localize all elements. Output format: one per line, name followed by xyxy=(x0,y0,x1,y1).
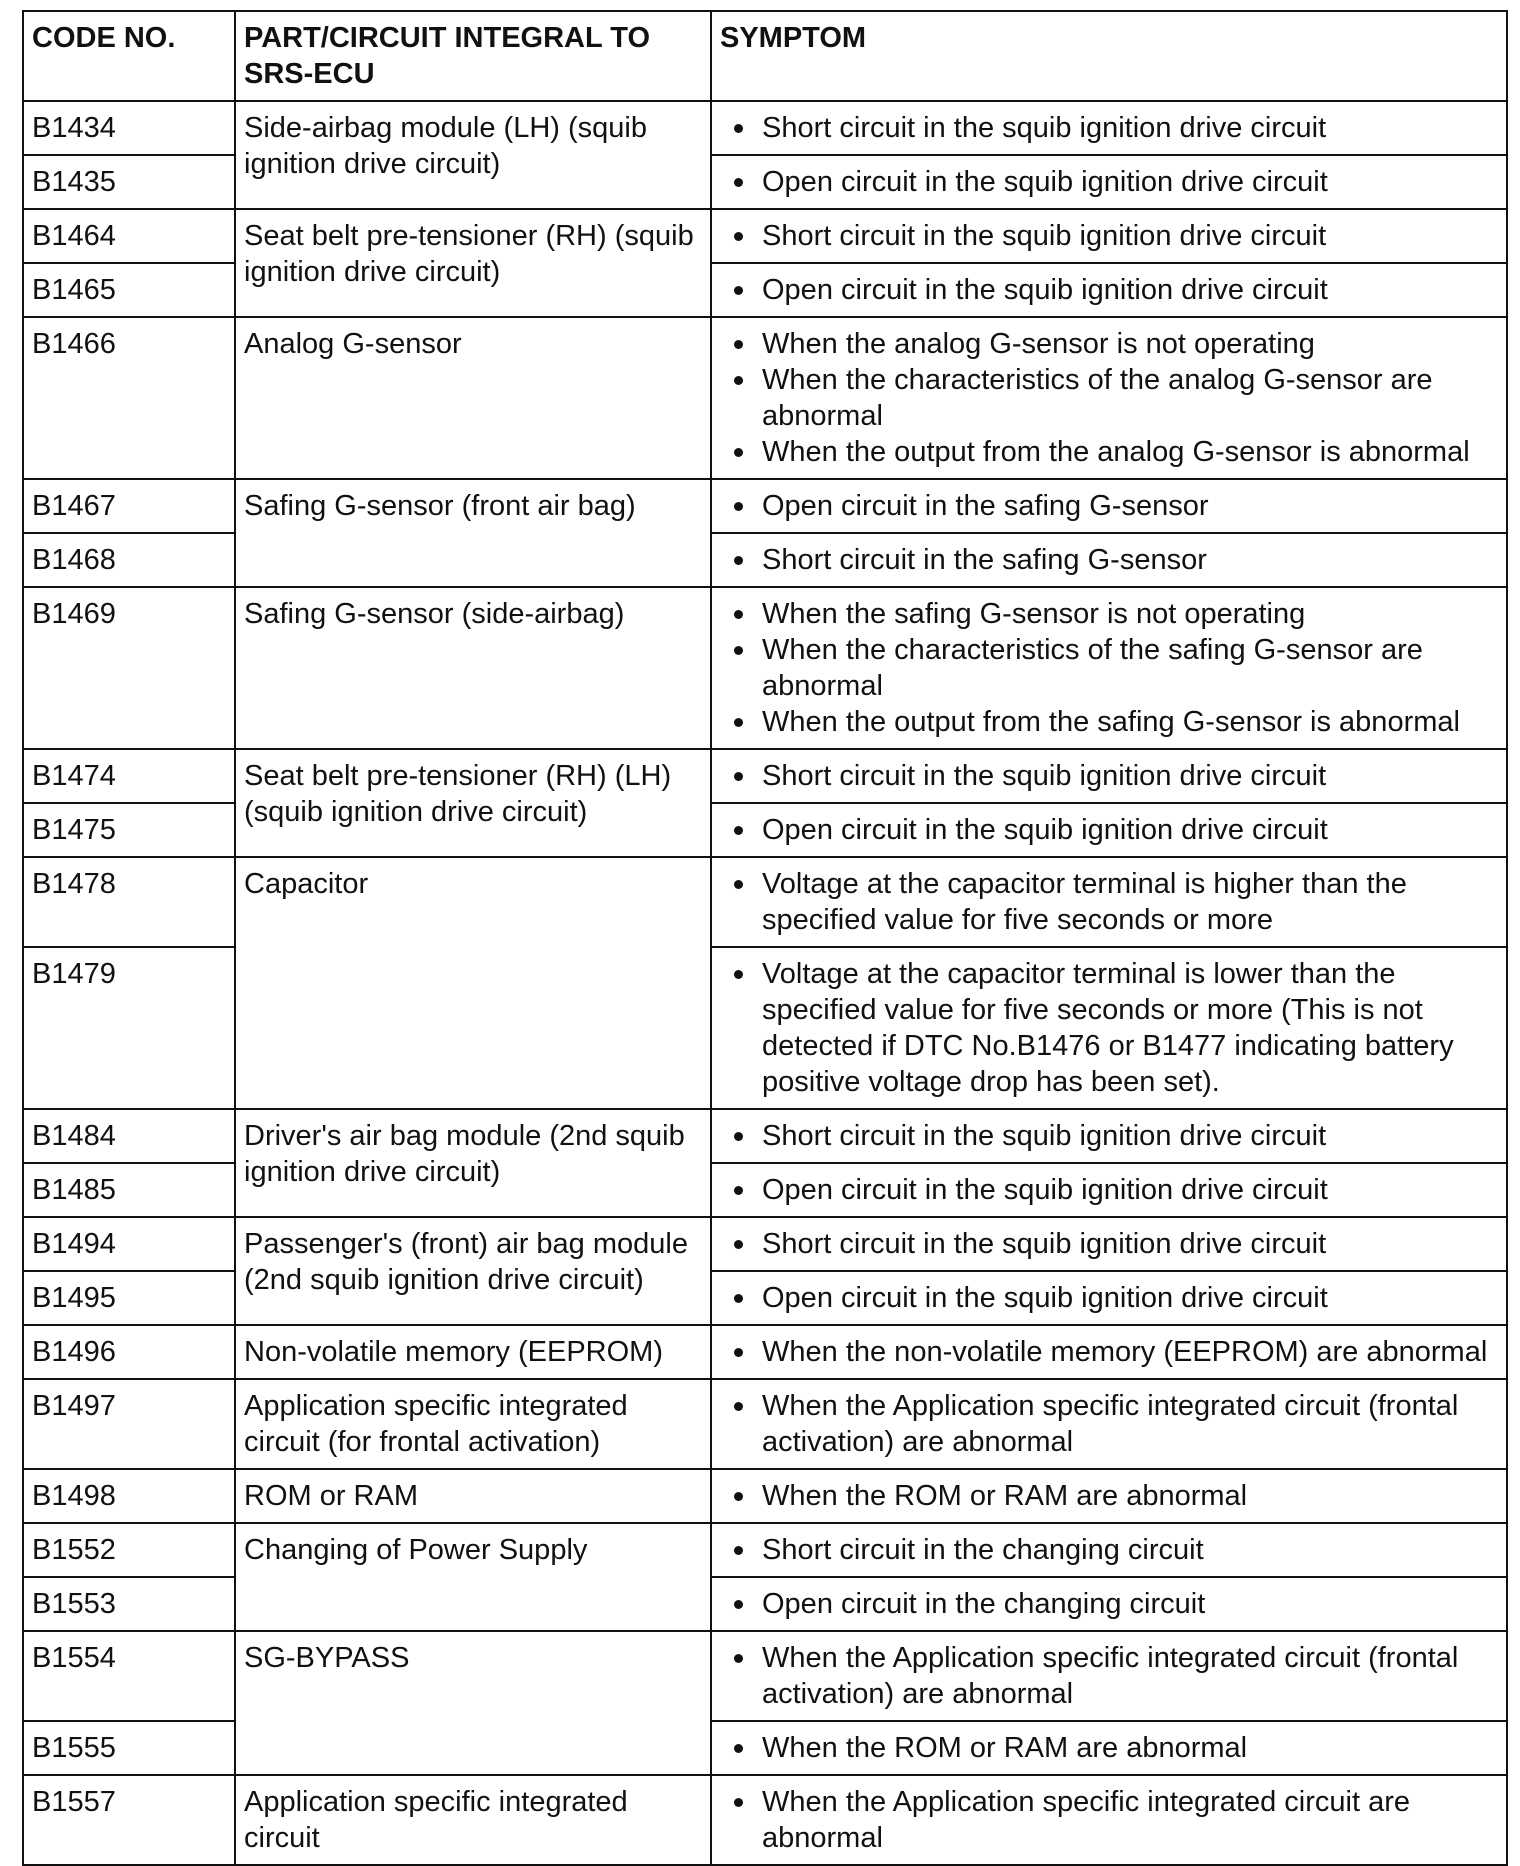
table-row xyxy=(23,1523,1507,1577)
symptom-item: Short circuit in the squib ignition drive circuit xyxy=(762,758,1498,794)
symptom-list xyxy=(720,866,1498,938)
part-cell: Non-volatile memory (EEPROM) xyxy=(235,1325,711,1379)
part-cell: Application specific integrated circuit xyxy=(235,1775,711,1865)
symptom-item: When the safing G-sensor is not operating xyxy=(762,596,1498,632)
symptom-item: When the output from the safing G-sensor is abnormal xyxy=(762,704,1498,740)
table-row xyxy=(23,1217,1507,1271)
symptom-list xyxy=(720,272,1498,308)
symptom-cell xyxy=(711,1631,1507,1721)
symptom-item: When the characteristics of the safing G-sensor are abnormal xyxy=(762,632,1498,704)
code-cell: B1557 xyxy=(23,1775,235,1865)
symptom-list xyxy=(720,542,1498,578)
symptom-cell xyxy=(711,263,1507,317)
part-cell: ROM or RAM xyxy=(235,1469,711,1523)
code-cell: B1494 xyxy=(23,1217,235,1271)
part-cell: Safing G-sensor (side-airbag) xyxy=(235,587,711,749)
table-row xyxy=(23,209,1507,263)
table-row xyxy=(23,1379,1507,1469)
symptom-item: When the analog G-sensor is not operating xyxy=(762,326,1498,362)
table-row xyxy=(23,1109,1507,1163)
symptom-cell xyxy=(711,749,1507,803)
symptom-cell xyxy=(711,803,1507,857)
symptom-cell xyxy=(711,1271,1507,1325)
code-cell: B1553 xyxy=(23,1577,235,1631)
symptom-list xyxy=(720,1172,1498,1208)
symptom-list xyxy=(720,1118,1498,1154)
symptom-cell xyxy=(711,947,1507,1109)
symptom-cell xyxy=(711,1325,1507,1379)
part-cell: Driver's air bag module (2nd squib ignition drive circuit) xyxy=(235,1109,711,1217)
symptom-cell xyxy=(711,1469,1507,1523)
symptom-item: Open circuit in the changing circuit xyxy=(762,1586,1498,1622)
header-symptom: SYMPTOM xyxy=(711,11,1507,101)
code-cell: B1467 xyxy=(23,479,235,533)
symptom-item: When the Application specific integrated circuit (frontal activation) are abnormal xyxy=(762,1388,1498,1460)
symptom-cell xyxy=(711,1523,1507,1577)
table-row xyxy=(23,479,1507,533)
symptom-item: When the non-volatile memory (EEPROM) are abnormal xyxy=(762,1334,1498,1370)
symptom-cell xyxy=(711,857,1507,947)
symptom-cell xyxy=(711,1775,1507,1865)
table-row xyxy=(23,317,1507,479)
symptom-list xyxy=(720,1586,1498,1622)
symptom-item: When the ROM or RAM are abnormal xyxy=(762,1730,1498,1766)
part-cell: Capacitor xyxy=(235,857,711,1109)
symptom-list xyxy=(720,1226,1498,1262)
code-cell: B1468 xyxy=(23,533,235,587)
symptom-item: Voltage at the capacitor terminal is higher than the specified value for five seconds or more xyxy=(762,866,1498,938)
symptom-item: Short circuit in the squib ignition drive circuit xyxy=(762,1118,1498,1154)
symptom-list xyxy=(720,812,1498,848)
symptom-item: Voltage at the capacitor terminal is lower than the specified value for five seconds or more (This is not detected if DTC No.B1476 or B1477 indicating battery positive voltage drop has been set). xyxy=(762,956,1498,1100)
symptom-list xyxy=(720,758,1498,794)
table-row xyxy=(23,1469,1507,1523)
symptom-cell xyxy=(711,1379,1507,1469)
code-cell: B1479 xyxy=(23,947,235,1109)
part-cell: Application specific integrated circuit (for frontal activation) xyxy=(235,1379,711,1469)
code-cell: B1497 xyxy=(23,1379,235,1469)
symptom-cell xyxy=(711,317,1507,479)
symptom-cell xyxy=(711,209,1507,263)
code-cell: B1552 xyxy=(23,1523,235,1577)
symptom-item: Open circuit in the squib ignition drive circuit xyxy=(762,272,1498,308)
symptom-item: When the Application specific integrated circuit are abnormal xyxy=(762,1784,1498,1856)
symptom-item: When the ROM or RAM are abnormal xyxy=(762,1478,1498,1514)
code-cell: B1554 xyxy=(23,1631,235,1721)
symptom-list xyxy=(720,596,1498,740)
symptom-item: When the Application specific integrated circuit (frontal activation) are abnormal xyxy=(762,1640,1498,1712)
code-cell: B1435 xyxy=(23,155,235,209)
symptom-item: When the characteristics of the analog G-sensor are abnormal xyxy=(762,362,1498,434)
symptom-list xyxy=(720,1730,1498,1766)
symptom-list xyxy=(720,164,1498,200)
symptom-item: When the output from the analog G-sensor is abnormal xyxy=(762,434,1498,470)
table-row xyxy=(23,1631,1507,1721)
part-cell: Changing of Power Supply xyxy=(235,1523,711,1631)
symptom-item: Open circuit in the squib ignition drive circuit xyxy=(762,1172,1498,1208)
symptom-item: Open circuit in the safing G-sensor xyxy=(762,488,1498,524)
symptom-item: Short circuit in the safing G-sensor xyxy=(762,542,1498,578)
table-body xyxy=(23,101,1507,1865)
part-cell: Analog G-sensor xyxy=(235,317,711,479)
symptom-cell xyxy=(711,1217,1507,1271)
symptom-item: Short circuit in the changing circuit xyxy=(762,1532,1498,1568)
symptom-cell xyxy=(711,533,1507,587)
code-cell: B1485 xyxy=(23,1163,235,1217)
code-cell: B1484 xyxy=(23,1109,235,1163)
code-cell: B1465 xyxy=(23,263,235,317)
code-cell: B1496 xyxy=(23,1325,235,1379)
part-cell: Safing G-sensor (front air bag) xyxy=(235,479,711,587)
code-cell: B1495 xyxy=(23,1271,235,1325)
symptom-list xyxy=(720,956,1498,1100)
symptom-cell xyxy=(711,101,1507,155)
symptom-list xyxy=(720,110,1498,146)
symptom-cell xyxy=(711,1577,1507,1631)
header-code-no: CODE NO. xyxy=(23,11,235,101)
code-cell: B1434 xyxy=(23,101,235,155)
symptom-cell xyxy=(711,587,1507,749)
part-cell: SG-BYPASS xyxy=(235,1631,711,1775)
symptom-list xyxy=(720,1478,1498,1514)
symptom-list xyxy=(720,1388,1498,1460)
symptom-cell xyxy=(711,155,1507,209)
symptom-list xyxy=(720,1334,1498,1370)
code-cell: B1498 xyxy=(23,1469,235,1523)
part-cell: Seat belt pre-tensioner (RH) (squib ignition drive circuit) xyxy=(235,209,711,317)
symptom-item: Open circuit in the squib ignition drive circuit xyxy=(762,812,1498,848)
symptom-cell xyxy=(711,1721,1507,1775)
symptom-item: Open circuit in the squib ignition drive circuit xyxy=(762,164,1498,200)
header-row xyxy=(23,11,1507,101)
code-cell: B1475 xyxy=(23,803,235,857)
part-cell: Passenger's (front) air bag module (2nd squib ignition drive circuit) xyxy=(235,1217,711,1325)
code-cell: B1474 xyxy=(23,749,235,803)
symptom-list xyxy=(720,1784,1498,1856)
table-row xyxy=(23,749,1507,803)
part-cell: Side-airbag module (LH) (squib ignition drive circuit) xyxy=(235,101,711,209)
table-row xyxy=(23,857,1507,947)
table-row xyxy=(23,1775,1507,1865)
code-cell: B1478 xyxy=(23,857,235,947)
code-cell: B1464 xyxy=(23,209,235,263)
table-row xyxy=(23,101,1507,155)
code-cell: B1469 xyxy=(23,587,235,749)
symptom-cell xyxy=(711,479,1507,533)
dtc-table xyxy=(22,10,1508,1866)
table-row xyxy=(23,1325,1507,1379)
code-cell: B1555 xyxy=(23,1721,235,1775)
symptom-cell xyxy=(711,1163,1507,1217)
symptom-list xyxy=(720,326,1498,470)
header-part-circuit: PART/CIRCUIT INTEGRAL TO SRS-ECU xyxy=(235,11,711,101)
symptom-list xyxy=(720,1640,1498,1712)
table-row xyxy=(23,587,1507,749)
symptom-item: Short circuit in the squib ignition drive circuit xyxy=(762,110,1498,146)
symptom-list xyxy=(720,1532,1498,1568)
part-cell: Seat belt pre-tensioner (RH) (LH) (squib ignition drive circuit) xyxy=(235,749,711,857)
symptom-item: Short circuit in the squib ignition drive circuit xyxy=(762,1226,1498,1262)
symptom-list xyxy=(720,218,1498,254)
symptom-list xyxy=(720,1280,1498,1316)
symptom-cell xyxy=(711,1109,1507,1163)
code-cell: B1466 xyxy=(23,317,235,479)
symptom-list xyxy=(720,488,1498,524)
symptom-item: Open circuit in the squib ignition drive circuit xyxy=(762,1280,1498,1316)
symptom-item: Short circuit in the squib ignition drive circuit xyxy=(762,218,1498,254)
